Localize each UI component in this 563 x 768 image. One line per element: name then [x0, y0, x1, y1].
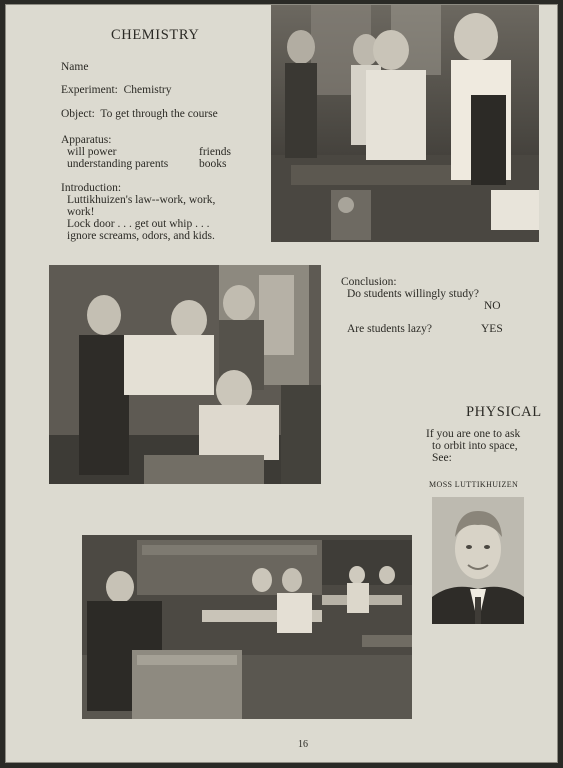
conclusion-label: Conclusion: — [341, 276, 397, 288]
conclusion-question: Are students lazy? — [347, 323, 432, 335]
physical-line: If you are one to ask — [426, 428, 521, 440]
lab-scene-illustration — [271, 5, 539, 242]
apparatus-item: will power — [67, 146, 117, 158]
lab-group-illustration — [49, 265, 321, 484]
introduction-line: Lock door . . . get out whip . . . — [67, 218, 210, 230]
chemistry-group-photo — [49, 265, 321, 484]
yearbook-page — [5, 4, 558, 763]
apparatus-item: books — [199, 158, 227, 170]
introduction-line: work! — [67, 206, 95, 218]
chemistry-title: CHEMISTRY — [111, 27, 200, 43]
experiment-line: Experiment: Chemistry — [61, 84, 172, 96]
conclusion-answer: NO — [484, 300, 501, 312]
apparatus-label: Apparatus: — [61, 134, 112, 146]
apparatus-item: understanding parents — [67, 158, 169, 170]
introduction-line: Luttikhuizen's law--work, work, — [67, 194, 216, 206]
name-label: Name — [61, 61, 89, 73]
chemistry-lab-photo — [271, 5, 539, 242]
portrait-photo — [432, 497, 524, 624]
portrait-illustration — [432, 497, 524, 624]
portrait-caption: MOSS LUTTIKHUIZEN — [429, 480, 519, 489]
physical-title: PHYSICAL — [466, 404, 542, 420]
classroom-illustration — [82, 535, 412, 719]
classroom-photo — [82, 535, 412, 719]
apparatus-item: friends — [199, 146, 231, 158]
physical-line: See: — [432, 452, 452, 464]
introduction-label: Introduction: — [61, 182, 122, 194]
conclusion-answer: YES — [481, 323, 503, 335]
introduction-line: ignore screams, odors, and kids. — [67, 230, 215, 242]
object-line: Object: To get through the course — [61, 108, 218, 120]
conclusion-question: Do students willingly study? — [347, 288, 479, 300]
physical-line: to orbit into space, — [432, 440, 518, 452]
page-number: 16 — [298, 739, 308, 750]
